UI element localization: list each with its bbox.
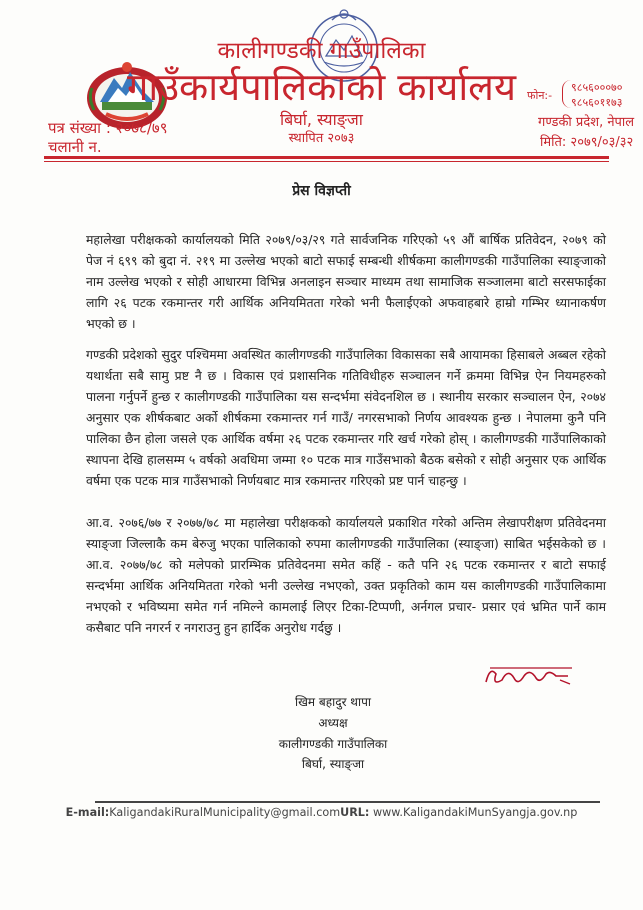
email-label: E-mail: bbox=[65, 806, 110, 819]
email-address[interactable]: KaligandakiRuralMunicipality@gmail.com bbox=[109, 806, 341, 819]
signatory-place: बिर्घा, स्याङ्जा bbox=[301, 757, 365, 771]
letter-paragraph-2: गण्डकी प्रदेशको सुदुर पश्चिममा अवस्थित कालीगण्डकी गाउँपालिका विकासका सबै आयामका हिसाबले अब्बल रहेको यथार्थता सबै सामु प्रष्ट नै छ । विकास एवं प्रशासनिक गतिविधीहरु सञ्चालन गर्ने क्रममा विभिन्न ऐन नियमहरुको पालना गर्नुपर्ने हुन्छ र कालीगण्डकी गाउँपालिका यस सन्दर्भमा संवेदनशिल छ । स्थानीय सरकार सञ्चालन ऐन, २०७४ अनुसार एक शीर्षकबाट अर्को शीर्षकमा रकमान्तर गर्न गाउँ/ नगरसभाको निर्णय आवश्यक हुन्छ । नेपालमा कुनै पनि पालिका छैन होला जसले एक आर्थिक वर्षमा २६ पटक रकमान्तर गरि खर्च गरेको होस् । कालीगण्डकी गाउँपालिकाको स्थापना देखि हालसम्म ५ वर्षको अवधिमा जम्मा १० पटक मात्र गाउँसभाको बैठक बसेको र सोही अनुसार एक आर्थिक वर्षमा एक पटक मात्र गाउँसभाको निर्णयबाट मात्र रकमान्तर गरिएको प्रष्ट पार्न चाहन्छु । bbox=[86, 347, 606, 488]
signatory-organization: कालीगण्डकी गाउँपालिका bbox=[278, 737, 388, 751]
office-location: बिर्घा, स्याङ्जा bbox=[280, 110, 363, 129]
dispatch-number: चलानी न. bbox=[48, 138, 102, 156]
office-name: गाउँकार्यपालिकाको कार्यालय bbox=[126, 65, 516, 109]
signatory-role: अध्यक्ष bbox=[318, 716, 348, 730]
letter-paragraph-1: महालेखा परीक्षकको कार्यालयको मिति २०७९/०३/२९ गते सार्वजनिक गरिएको ५९ औं बार्षिक प्रतिवेदन, २०७९ को पेज नं ६९९ को बुदा नं. २१९ मा उल्लेख भएको बाटो सफाई सम्बन्धी शीर्षकमा कालीगण्डकी गाउँपालिका स्याङ्जाको नाम उल्लेख भएको र सोही आधारमा विभिन्न अनलाइन सञ्चार माध्यम तथा सामाजिक सञ्जालमा बाटो सरसफाईका लागि २६ पटक रकमान्तर गरी आर्थिक अनियमितता गरेको भनी फैलाईएको अफवाहबारे हाम्रो गम्भिर ध्यानाकर्षण भएको छ । bbox=[86, 232, 606, 331]
letter-date: मिति: २०७९/०३/३२ bbox=[540, 135, 634, 150]
phone-label: फोन:- bbox=[527, 89, 553, 102]
footer-divider bbox=[95, 801, 600, 803]
established-year: स्थापित २०७३ bbox=[288, 131, 355, 146]
signatory-name: खिम बहादुर थापा bbox=[294, 695, 372, 709]
reference-number: पत्र संख्या : २०७८/७९ bbox=[48, 119, 168, 137]
header-divider-thick bbox=[44, 156, 609, 159]
header-divider-thin bbox=[44, 161, 609, 162]
letter-title: प्रेस विज्ञप्ती bbox=[292, 183, 351, 199]
phone-number-2: ९८५६०११७३ bbox=[571, 96, 623, 109]
letter-paragraph-3: आ.व. २०७६/७७ र २०७७/७८ मा महालेखा परीक्षकको कार्यालयले प्रकाशित गरेको अन्तिम लेखापरीक्षण प्रतिवेदनमा स्याङ्जा जिल्लाकै कम बेरुजु भएका पालिकाको रुपमा कालीगण्डकी गाउँपालिका (स्याङ्जा) साबित भईसकेको छ । आ.व. २०७७/७८ को मलेपको प्रारम्भिक प्रतिवेदनमा समेत कहिं - कतै पनि २६ पटक रकमान्तर र बाटो सफाई सन्दर्भमा आर्थिक अनियमितता गरेको भनी उल्लेख नभएको, उक्त प्रकृतिको काम यस कालीगण्डकी गाउँपालिकामा नभएको र भविष्यमा समेत गर्न नमिल्ने कामलाई लिएर टिका-टिप्पणी, अर्नगल प्रचार- प्रसार एवं भ्रमित पार्ने काम कसैबाट पनि नगरर्न र नगराउनु हुन हार्दिक अनुरोध गर्दछु । bbox=[86, 515, 606, 635]
website-url[interactable]: www.KaligandakiMunSyangja.gov.np bbox=[372, 806, 578, 819]
phone-bracket bbox=[562, 80, 571, 108]
phone-number-1: ९८५६०००७० bbox=[571, 81, 623, 94]
footer-contact bbox=[0, 806, 643, 819]
province-label: गण्डकी प्रदेश, नेपाल bbox=[538, 115, 635, 130]
url-label: URL: bbox=[340, 806, 370, 819]
handwritten-signature bbox=[480, 662, 580, 692]
municipality-name: कालीगण्डकी गाउँपालिका bbox=[217, 38, 426, 64]
